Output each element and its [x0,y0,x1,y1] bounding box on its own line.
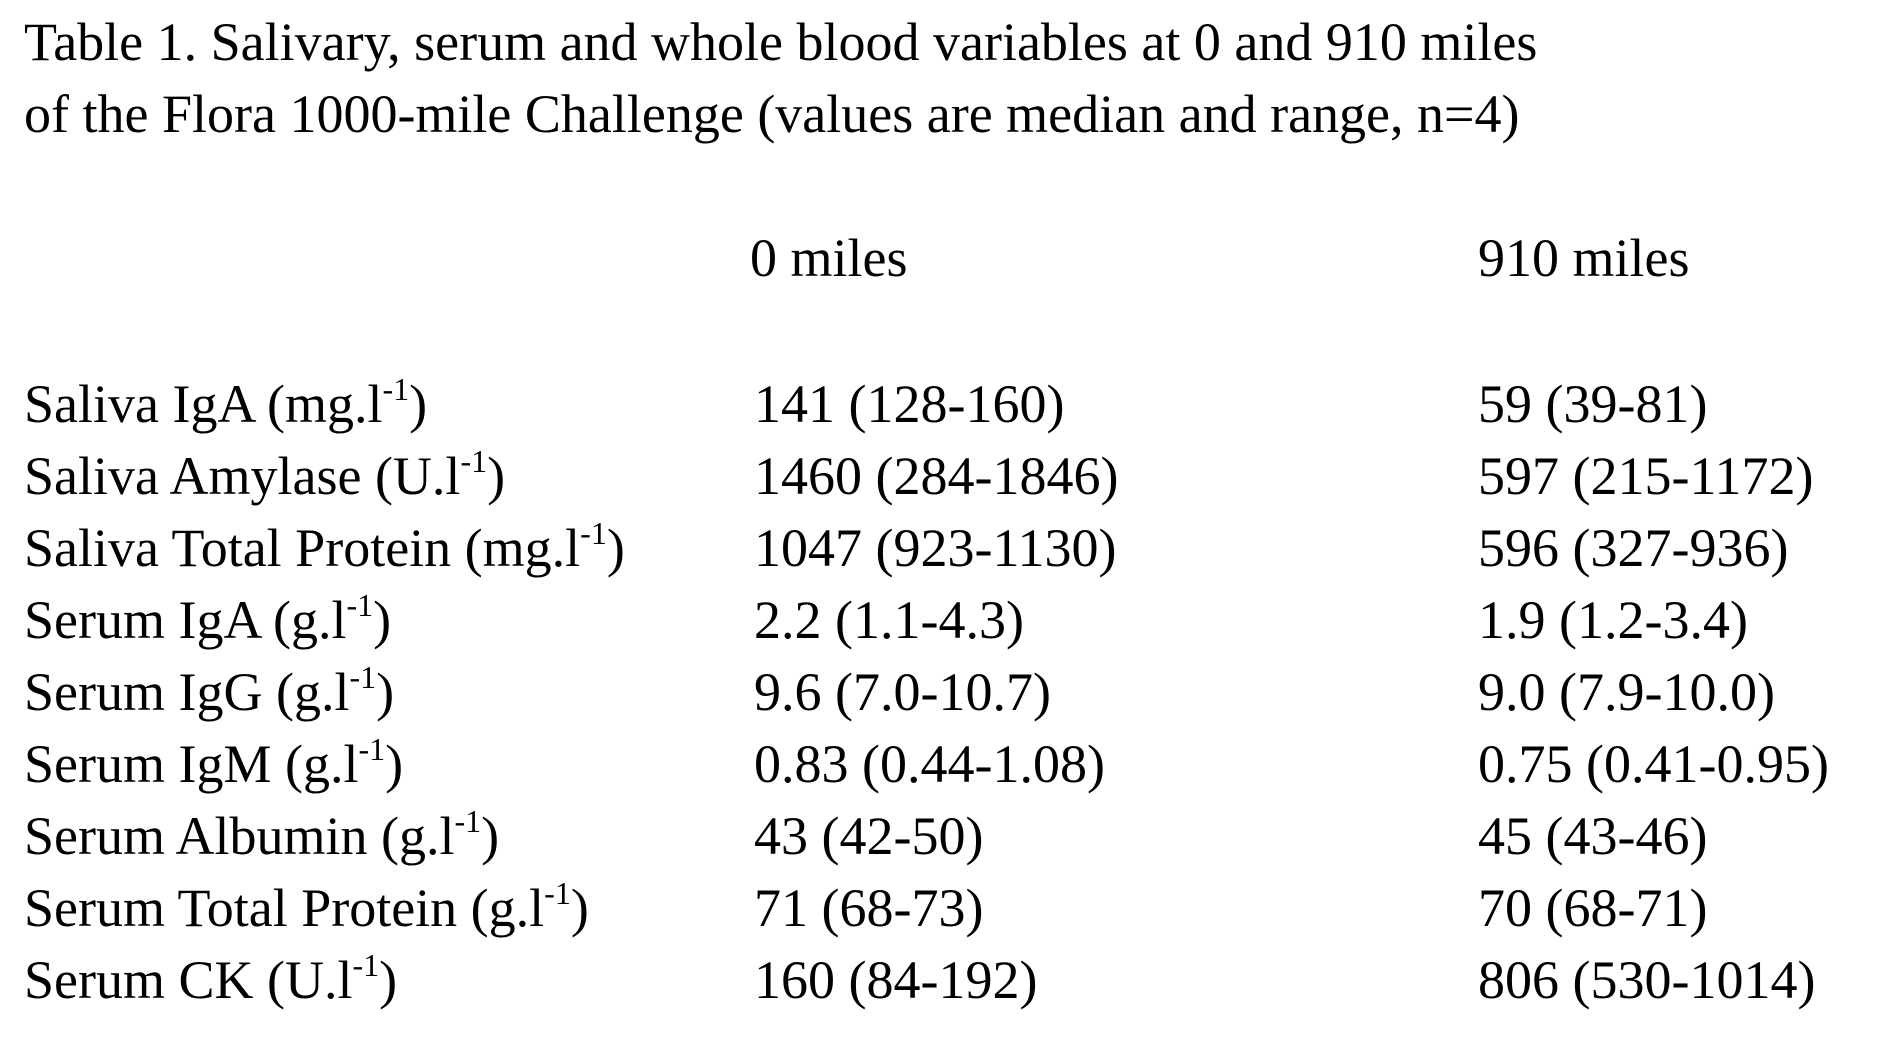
variable-label [24,368,427,440]
unit-exponent: -1 [349,659,377,695]
closing-paren: ) [385,734,404,794]
value-910-miles: 70 (68-71) [1478,878,1708,938]
value-910-miles: 596 (327-936) [1478,518,1789,578]
table-row [0,656,1890,728]
closing-paren: ) [409,374,428,434]
table-row [0,512,1890,584]
value-910-miles: 59 (39-81) [1478,374,1708,434]
closing-paren: ) [606,518,625,578]
value-0-miles: 1460 (284-1846) [754,446,1119,506]
value-910-miles: 597 (215-1172) [1478,446,1814,506]
unit-exponent: -1 [544,875,571,911]
value-910-miles: 45 (43-46) [1478,806,1708,866]
table-row [0,728,1890,800]
column-header-0-miles: 0 miles [750,228,908,288]
closing-paren: ) [373,590,392,650]
value-0-miles: 9.6 (7.0-10.7) [754,662,1051,722]
variable-name: Serum IgG (g.l [24,662,350,722]
column-header-910-miles: 910 miles [1478,228,1690,288]
unit-exponent: -1 [352,947,380,983]
value-0-miles: 160 (84-192) [754,950,1038,1010]
variable-name: Serum Albumin (g.l [24,806,455,866]
closing-paren: ) [570,878,589,938]
unit-exponent: -1 [460,443,488,479]
variable-name: Serum CK (U.l [24,950,353,1010]
table-row [0,800,1890,872]
unit-exponent: -1 [580,515,607,551]
variable-label [24,728,403,800]
table-row [0,584,1890,656]
value-910-miles: 1.9 (1.2-3.4) [1478,590,1748,650]
value-910-miles: 806 (530-1014) [1478,950,1816,1010]
variable-name: Saliva Total Protein (mg.l [24,518,581,578]
table-row [0,440,1890,512]
variable-label [24,656,394,728]
caption-line-1: Table 1. Salivary, serum and whole blood variables at 0 and 910 miles [24,12,1538,72]
variable-label [24,872,589,944]
table-row [0,944,1890,1016]
unit-exponent: -1 [346,587,374,623]
variable-name: Saliva IgA (mg.l [24,374,383,434]
caption-line-2: of the Flora 1000-mile Challenge (values are median and range, n=4) [24,84,1520,144]
variable-label [24,512,625,584]
table-caption [24,6,1537,150]
closing-paren: ) [481,806,500,866]
closing-paren: ) [487,446,506,506]
variable-label [24,584,391,656]
value-0-miles: 141 (128-160) [754,374,1065,434]
variable-name: Serum IgM (g.l [24,734,359,794]
value-0-miles: 0.83 (0.44-1.08) [754,734,1105,794]
unit-exponent: -1 [358,731,386,767]
value-910-miles: 0.75 (0.41-0.95) [1478,734,1829,794]
closing-paren: ) [379,950,398,1010]
value-0-miles: 2.2 (1.1-4.3) [754,590,1024,650]
value-0-miles: 71 (68-73) [754,878,984,938]
variable-name: Serum Total Protein (g.l [24,878,545,938]
closing-paren: ) [376,662,395,722]
value-910-miles: 9.0 (7.9-10.0) [1478,662,1775,722]
variable-label [24,800,499,872]
unit-exponent: -1 [382,371,410,407]
variable-name: Saliva Amylase (U.l [24,446,461,506]
table-row [0,872,1890,944]
unit-exponent: -1 [454,803,482,839]
variable-label [24,944,397,1016]
value-0-miles: 43 (42-50) [754,806,984,866]
value-0-miles: 1047 (923-1130) [754,518,1117,578]
variable-label [24,440,505,512]
variable-name: Serum IgA (g.l [24,590,347,650]
table-row [0,368,1890,440]
table-body [0,368,1890,1016]
